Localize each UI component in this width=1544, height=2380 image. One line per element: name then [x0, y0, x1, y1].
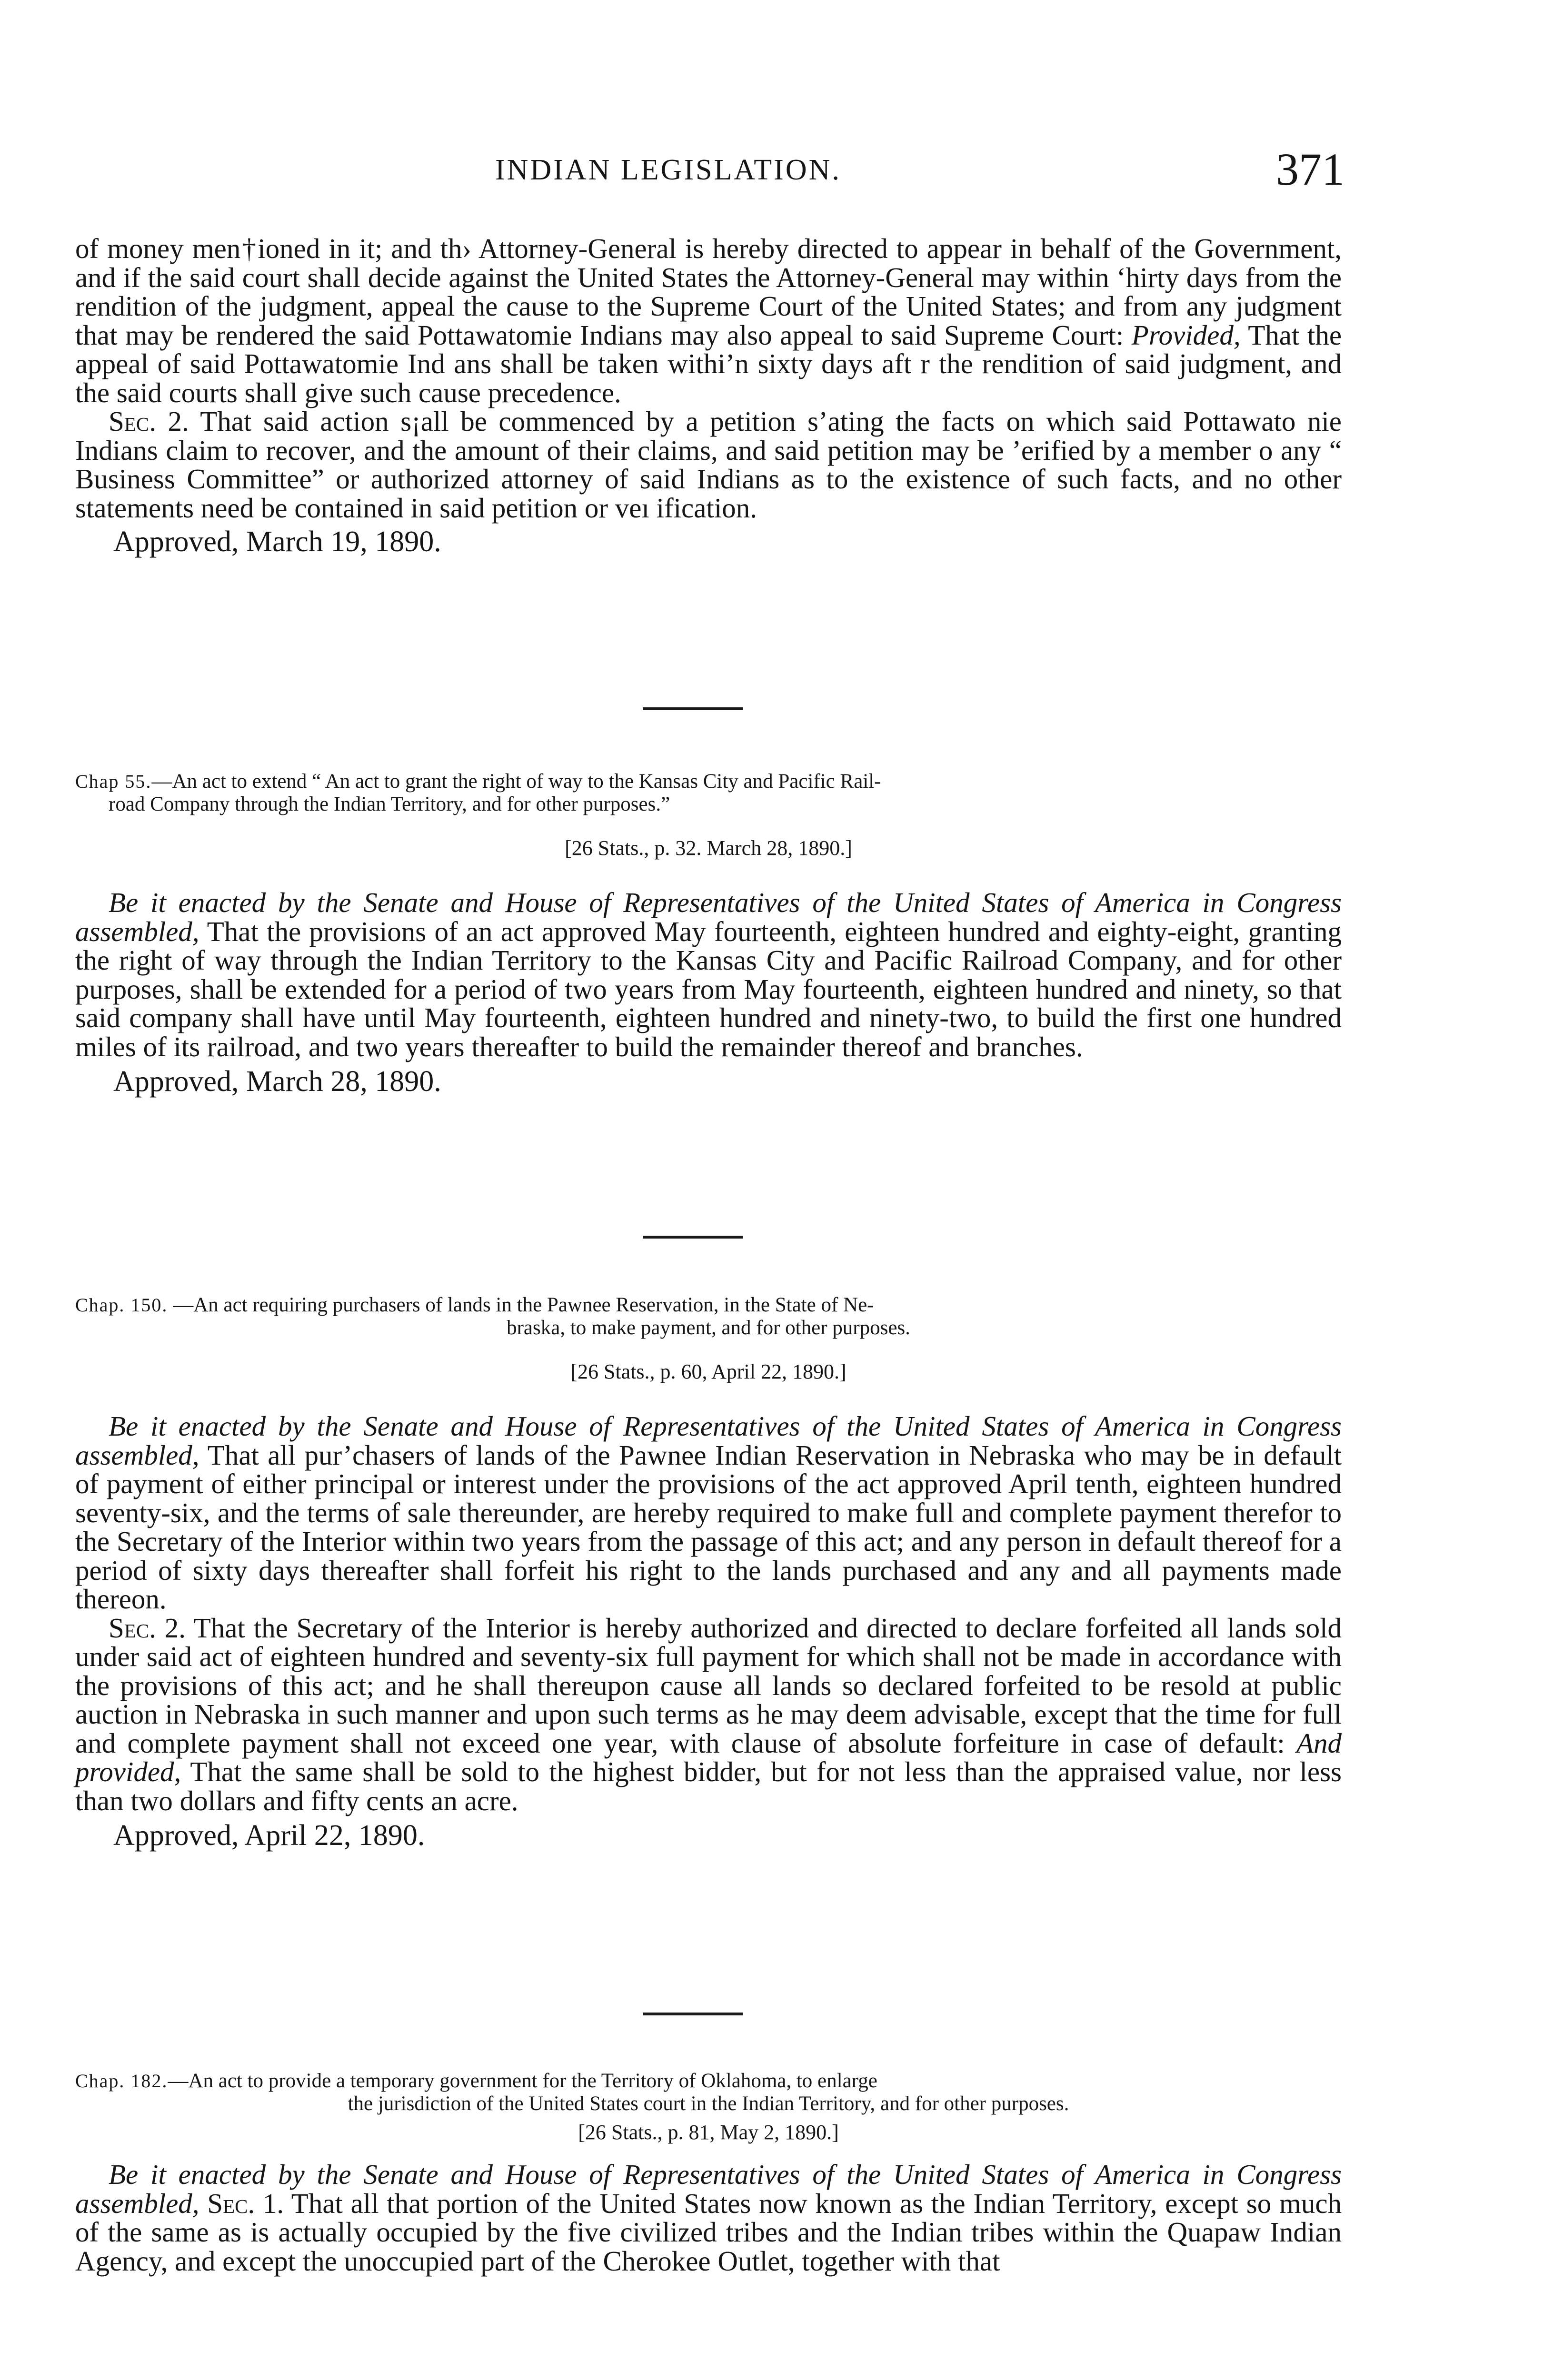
enacting-paragraph: [75, 888, 1342, 1061]
chapter-55-body: [75, 888, 1342, 1061]
chapter-title-line-1: —An act requiring purchasers of lands in the Pawnee Reservation, in the State of Ne-: [173, 1294, 874, 1316]
enacting-paragraph: [75, 2160, 1342, 2275]
section-divider: [643, 2013, 743, 2015]
chapter-title-line-2: road Company through the Indian Territory, and for other purposes.”: [109, 793, 670, 815]
chapter-title-line-1: —An act to provide a temporary government for the Territory of Oklahoma, to enlarge: [168, 2070, 877, 2092]
chapter-label: Chap. 182.: [75, 2070, 168, 2092]
section-label: Sec. 1.: [207, 2187, 284, 2219]
chapter-55-heading: [75, 770, 1342, 816]
section-2-paragraph: [75, 1614, 1342, 1815]
chapter-label: Chap. 150.: [75, 1294, 168, 1316]
section-divider: [643, 707, 743, 710]
chapter-title-line-2: the jurisdiction of the United States court in the Indian Territory, and for other purposes.: [348, 2092, 1069, 2115]
chapter-label: Chap 55.: [75, 771, 152, 792]
sec2-text-b: That the same shall be sold to the highest bidder, but for not less than the appraised value, nor less than two dollars and fifty cents an acre.: [75, 1756, 1342, 1816]
para1-text-a: of money men†ioned in it; and th› Attorney-General is hereby directed to appear in behalf of the Government, and if the said court shall decide against the United States the Attorney-General may within ‘hirty days from the rendition of the judgment, appeal the cause to the Supreme Court of the United States; and from any judgment that may be rendered the said Pottawatomie Indians may also appeal to said Supreme Court:: [75, 233, 1342, 351]
chapter-150-heading: [75, 1294, 1342, 1339]
continuation-paragraph-1: [75, 234, 1342, 407]
continuation-section: [75, 234, 1342, 557]
enacting-clause: Be it enacted by the Senate and House of Representatives of the United States of America in Congress assembled,: [75, 1410, 1342, 1471]
act-text: That all pur’chasers of lands of the Pawnee Indian Reservation in Nebraska who may be in default of payment of either principal or interest under the provisions of the act approved April tenth, eighteen hundred seventy-six, and the terms of sale thereunder, are hereby required to make full and complete payment therefor to the Secretary of the Interior within two years from the passage of this act; and any person in default thereof for a period of sixty days thereafter shall forfeit his right to the lands purchased and any and all payments made thereon.: [75, 1439, 1342, 1615]
statute-citation: [26 Stats., p. 60, April 22, 1890.]: [570, 1360, 847, 1383]
page-number: 371: [1276, 144, 1345, 195]
chapter-150-body: [75, 1412, 1342, 1815]
chapter-182-body: [75, 2160, 1342, 2275]
para1-text-b: That the appeal of said Pottawatomie Ind ans shall be taken withi’n sixty days aft r the rendition of said judgment, and the said courts shall give such cause precedence.: [75, 319, 1342, 408]
running-title: INDIAN LEGISLATION.: [495, 154, 841, 186]
sec2-text-a: That the Secretary of the Interior is hereby authorized and directed to declare forfeited all lands sold under said act of eighteen hundred and seventy-six full payment for which shall not be made in accordance with the provisions of this act; and he shall thereupon cause all lands so declared forfeited to be resold at public auction in Nebraska in such manner and upon such terms as he may deem advisable, except that the time for full and complete payment shall not exceed one year, with clause of absolute forfeiture in case of default:: [75, 1612, 1342, 1759]
section-label: Sec. 2.: [109, 406, 189, 437]
act-text: That the provisions of an act approved May fourteenth, eighteen hundred and eighty-eight, granting the right of way through the Indian Territory to the Kansas City and Pacific Railroad Company, and for other purposes, shall be extended for a period of two years from May fourteenth, eighteen hundred and ninety, so that said company shall have until May fourteenth, eighteen hundred and ninety-two, to build the first one hundred miles of its railroad, and two years thereafter to build the remainder thereof and branches.: [75, 915, 1342, 1062]
para2-text: That said action s¡all be commenced by a petition s’ating the facts on which said Pottawato nie Indians claim to recover, and the amount of their claims, and said petition may be ’erified by a member o any “ Business Committee” or authorized attorney of said Indians as to the existence of such facts, and no other statements need be contained in said petition or veı ification.: [75, 406, 1342, 524]
act-text: That all that portion of the United States now known as the Indian Territory, except so much of the same as is actually occupied by the five civilized tribes and the Indian tribes within the Quapaw Indian Agency, and except the unoccupied part of the Cherokee Outlet, together with that: [75, 2187, 1342, 2277]
statute-citation: [26 Stats., p. 32. March 28, 1890.]: [565, 836, 852, 860]
chapter-182-section: [75, 2070, 1342, 2275]
chapter-55-section: [75, 770, 1342, 1097]
approved-line: Approved, March 19, 1890.: [113, 526, 441, 558]
proviso-label: And provided,: [75, 1727, 1342, 1787]
approved-line: Approved, April 22, 1890.: [113, 1819, 425, 1852]
chapter-182-heading: [75, 2070, 1342, 2115]
chapter-title-line-1: —An act to extend “ An act to grant the right of way to the Kansas City and Pacific Rail-: [151, 770, 881, 793]
proviso-label: Provided,: [1131, 319, 1241, 351]
section-label: Sec. 2.: [109, 1612, 186, 1644]
approved-line: Approved, March 28, 1890.: [113, 1065, 441, 1098]
section-divider: [643, 1236, 743, 1239]
chapter-150-section: [75, 1294, 1342, 1851]
enacting-clause: Be it enacted by the Senate and House of Representatives of the United States of America in Congress assembled,: [75, 2159, 1342, 2219]
statute-citation: [26 Stats., p. 81, May 2, 1890.]: [578, 2121, 839, 2144]
continuation-body: [75, 234, 1342, 522]
chapter-title-line-2: braska, to make payment, and for other purposes.: [507, 1317, 910, 1339]
continuation-paragraph-2: [75, 407, 1342, 522]
running-head: [0, 143, 1544, 200]
enacting-paragraph: [75, 1412, 1342, 1614]
enacting-clause: Be it enacted by the Senate and House of Representatives of the United States of America in Congress assembled,: [75, 887, 1342, 947]
